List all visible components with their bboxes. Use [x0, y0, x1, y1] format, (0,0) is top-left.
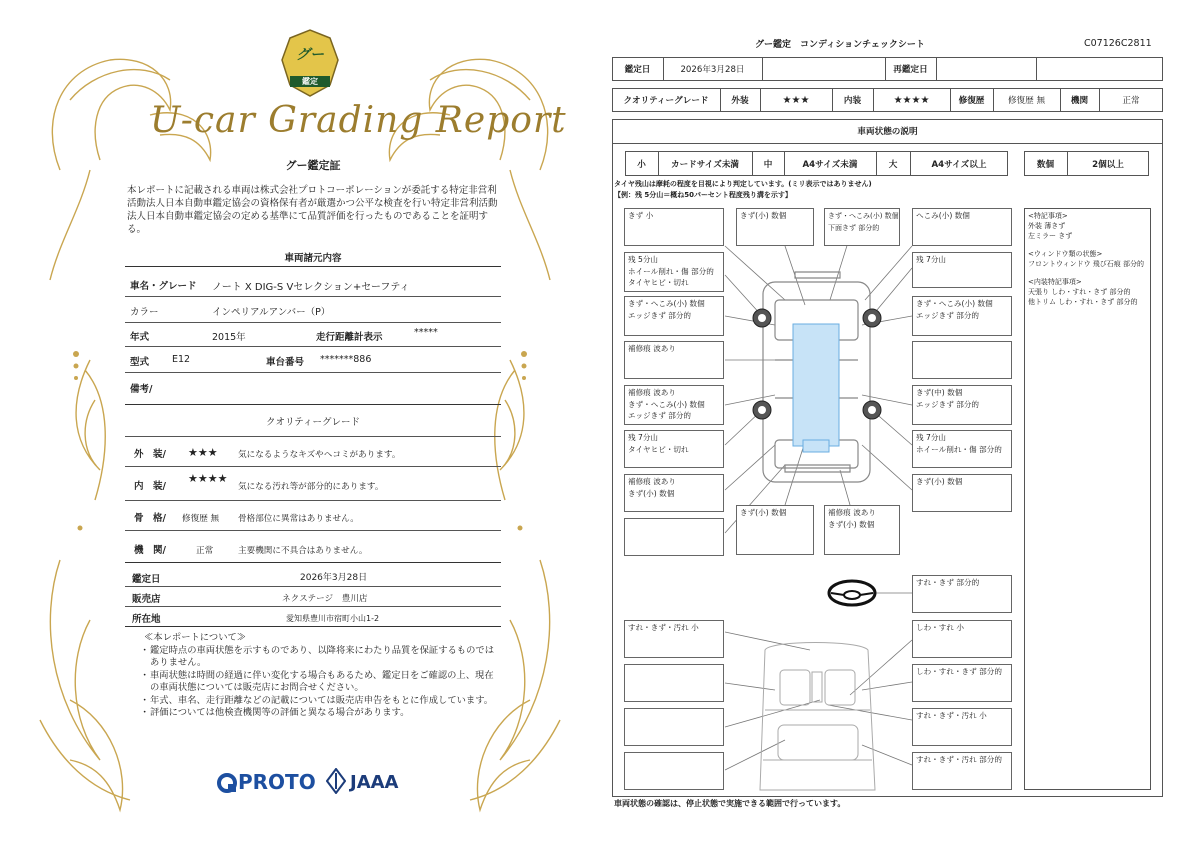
proto-logo-icon [216, 772, 238, 794]
car-name-label: 車名・グレード [130, 281, 197, 292]
comment-door-front-left: 補修痕 波あり [624, 341, 724, 379]
shop-label: 販売店 [132, 594, 161, 605]
badge-top-text: グー [296, 47, 324, 63]
special-notes: <特記事項> 外装 薄きず 左ミラー きず <ウィンドウ類の状態> フロントウィンドウ 飛び石痕 部分的 <内装特記事項> 天張り しわ・すれ・きず 部分的 他トリム しわ・すれ・きず 部分的 [1028, 212, 1145, 306]
comment-rear-left: 補修痕 波あり きず(小) 数個 [624, 474, 724, 512]
size-small: 小 [637, 159, 646, 170]
note-item: ・ 鑑定時点の車両状態を示すものであり、以降将来にわたり品質を保証するものではありません。 [140, 644, 494, 668]
color-value: インペリアルアンバー（P） [212, 307, 331, 318]
note-item: ・ 評価については他検査機関等の評価と異なる場合があります。 [140, 707, 410, 718]
document-id: C07126C2811 [1084, 38, 1152, 49]
comment-front-left: きず 小 [624, 208, 724, 246]
comment-bottom-left [624, 518, 724, 556]
interior-value: ★★★★ [893, 94, 930, 106]
size-large: 大 [888, 159, 898, 170]
size-mid: 中 [763, 159, 773, 170]
comment-door-rear-right: きず(中) 数個 エッジきず 部分的 [912, 385, 1012, 425]
appraisal-date-label: 鑑定日 [132, 574, 161, 585]
tire-note-2: 【例：残 5分山＝概ね50パーセント程度残り溝を示す】 [614, 191, 792, 199]
engine-label: 機 関/ [134, 545, 166, 556]
appraisal-date-value: 2026年3月28日 [300, 573, 368, 583]
comment-interior-right-2: しわ・すれ・きず 部分的 [912, 664, 1012, 702]
address-label: 所在地 [132, 614, 161, 625]
remarks-label: 備考/ [130, 384, 153, 395]
steering-wheel-icon [829, 581, 875, 605]
engine-value: 正常 [1122, 96, 1140, 106]
comment-front-center-left: きず(小) 数個 [736, 208, 814, 246]
comment-fender-right: きず・へこみ(小) 数個 エッジきず 部分的 [912, 296, 1012, 336]
color-label: カラー [130, 307, 159, 318]
repair-history-value: 修復歴 無 [1007, 96, 1046, 106]
count-label: 数個 [1036, 159, 1055, 170]
exterior-label: 外装 [731, 96, 749, 106]
comment-tire-rear-left: 残 7分山 タイヤヒビ・切れ [624, 430, 724, 468]
jaaa-logo-text: JAAA [350, 772, 399, 793]
notes-heading: ≪本レポートについて≫ [144, 632, 247, 643]
comment-interior-left-3 [624, 708, 724, 746]
comment-bottom-center-right: 補修痕 波あり きず(小) 数個 [824, 505, 900, 555]
reappraisal-date-label: 再鑑定日 [893, 65, 928, 75]
year-value: 2015年 [212, 332, 246, 343]
exterior-stars: ★★★ [188, 446, 218, 459]
year-label: 年式 [130, 332, 150, 343]
condition-check-sheet [600, 0, 1200, 848]
footer-note: 車両状態の確認は、停止状態で実施できる範囲で行っています。 [614, 799, 846, 808]
certificate-body: 本レポートに記載される車両は株式会社プロトコーポレーションが委託する特定非営利活動法人日本自動車鑑定協会の資格保有者が厳選かつ公平な検査を行い特定非営利活動法人日本自動車鑑定協会の定める基準にて品質評価を行ったものであることを証明する。 [127, 185, 498, 235]
chassis-value: *******886 [320, 354, 372, 365]
engine-label: 機関 [1070, 96, 1089, 106]
report-title: U-car Grading Report [150, 100, 567, 141]
chassis-label: 車台番号 [266, 357, 305, 368]
interior-diagram [760, 643, 875, 791]
badge-bottom-text: 鑑定 [302, 77, 318, 86]
quality-grade-label: クオリティーグレード [623, 96, 709, 106]
comment-front-center-right: きず・へこみ(小) 数個 下面きず 部分的 [824, 208, 900, 246]
size-mid-desc: A4サイズ未満 [802, 159, 858, 170]
count-desc: 2個以上 [1092, 159, 1124, 170]
exterior-label: 外 装/ [134, 449, 166, 460]
state-heading: 車両状態の説明 [857, 127, 918, 137]
frame-text: 骨格部位に異常はありません。 [238, 514, 359, 524]
comment-rear-right: きず(小) 数個 [912, 474, 1012, 512]
mileage-value: ***** [414, 327, 438, 338]
divider [125, 266, 501, 267]
spec-heading: 車両諸元内容 [284, 253, 342, 264]
sheet-header: グー鑑定 コンディションチェックシート [755, 40, 925, 50]
engine-value: 正常 [196, 546, 214, 556]
comment-tire-rear-right: 残 7分山 ホイール削れ・傷 部分的 [912, 430, 1012, 468]
comment-interior-right-1: しわ・すれ 小 [912, 620, 1012, 658]
shop-value: ネクステージ 豊川店 [282, 594, 368, 604]
engine-text: 主要機関に不具合はありません。 [238, 546, 368, 556]
tire-note-1: タイヤ残山は摩耗の程度を目視により判定しています。(ミリ表示ではありません) [614, 180, 872, 188]
proto-logo-text: PROTO [238, 770, 316, 794]
exterior-value: ★★★ [782, 94, 810, 106]
note-item: ・ 年式、車名、走行距離などの記載については販売店申告をもとに作成しています。 [140, 694, 494, 706]
appraisal-date-label: 鑑定日 [624, 65, 651, 75]
interior-label: 内装 [843, 96, 862, 106]
comment-tire-front-right: 残 7分山 [912, 252, 1012, 288]
comment-interior-right-4: すれ・きず・汚れ 部分的 [912, 752, 1012, 790]
address-value: 愛知県豊川市宿町小山1-2 [286, 614, 380, 623]
interior-label: 内 装/ [134, 481, 166, 492]
comment-interior-left-4 [624, 752, 724, 790]
report-notes [140, 632, 500, 720]
comment-interior-right-3: すれ・きず・汚れ 小 [912, 708, 1012, 746]
certificate-heading: グー鑑定証 [285, 159, 341, 172]
model-value: E12 [172, 354, 191, 365]
mileage-label: 走行距離計表示 [316, 332, 383, 343]
repair-history-label: 修復歴 [958, 96, 985, 106]
interior-text: 気になる汚れ等が部分的にあります。 [238, 482, 384, 492]
size-small-desc: カードサイズ未満 [670, 159, 740, 170]
comment-door-front-right [912, 341, 1012, 379]
comment-steering: すれ・きず 部分的 [912, 575, 1012, 613]
frame-value: 修復歴 無 [182, 514, 220, 524]
comment-tire-front-left: 残 5分山 ホイール削れ・傷 部分的 タイヤヒビ・切れ [624, 252, 724, 292]
comment-interior-left-2 [624, 664, 724, 702]
note-item: ・ 車両状態は時間の経過に伴い変化する場合もあるため、鑑定日をご確認の上、現在の車両状態については販売店にお問合せください。 [140, 669, 494, 693]
appraisal-date-value: 2026年3月28日 [680, 65, 745, 75]
comment-dashboard: すれ・きず・汚れ 小 [624, 620, 724, 658]
interior-stars: ★★★★ [188, 472, 228, 485]
jaaa-logo-icon [326, 768, 346, 794]
comment-fender-left: きず・へこみ(小) 数個 エッジきず 部分的 [624, 296, 724, 336]
exterior-text: 気になるようなキズやヘコミがあります。 [238, 450, 401, 460]
frame-label: 骨 格/ [134, 513, 166, 524]
comment-door-rear-left: 補修痕 波あり きず・へこみ(小) 数個 エッジきず 部分的 [624, 385, 724, 425]
comment-front-right: へこみ(小) 数個 [912, 208, 1012, 246]
car-name-value: ノート X DIG-S Vセレクション+セーフティ [212, 282, 410, 293]
model-label: 型式 [130, 357, 150, 368]
size-large-desc: A4サイズ以上 [931, 159, 987, 170]
quality-heading: クオリティーグレード [265, 417, 361, 428]
comment-bottom-center-left: きず(小) 数個 [736, 505, 814, 555]
